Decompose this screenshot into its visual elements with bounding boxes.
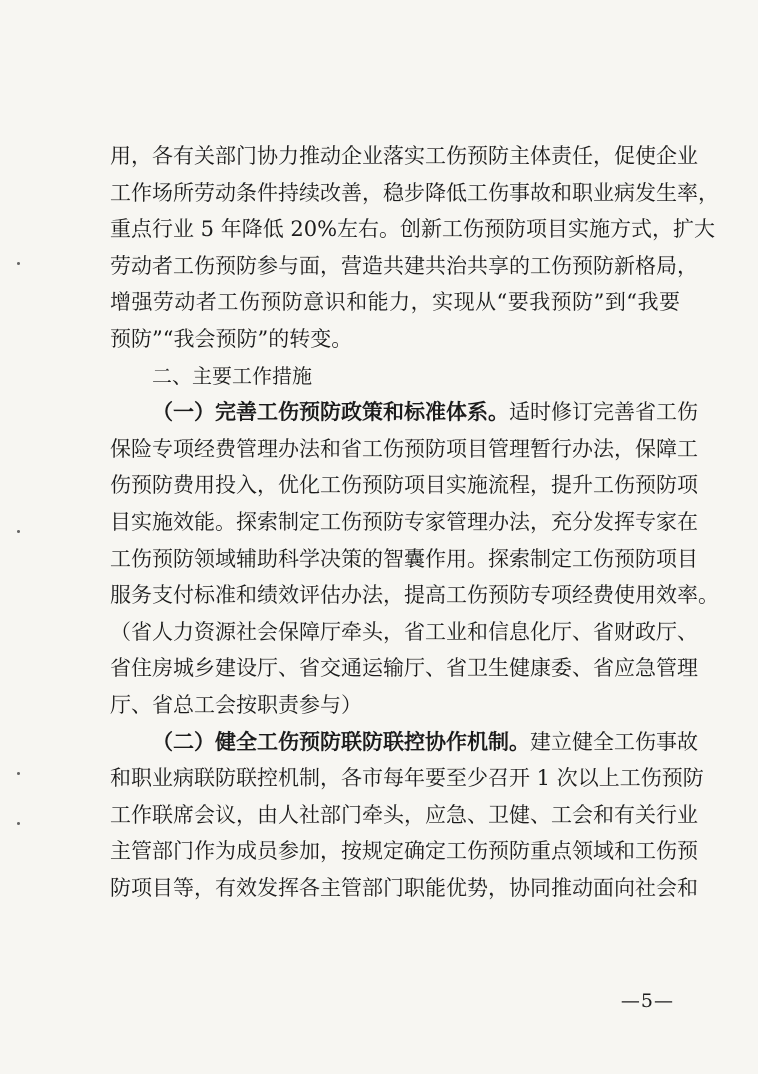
subsection-title: （二）健全工伤预防联防联控协作机制。 <box>152 729 530 754</box>
text-line: 厅、省总工会按职责参与） <box>110 692 362 717</box>
scan-mark <box>17 262 20 265</box>
paragraph-lead-line <box>110 724 698 761</box>
text-line: 重点行业 5 年降低 20%左右。创新工伤预防项目实施方式，扩大 <box>110 217 716 242</box>
text-line: 省住房城乡建设厅、省交通运输厅、省卫生健康委、省应急管理 <box>110 656 698 681</box>
scan-mark <box>17 530 20 533</box>
text-line: 防项目等，有效发挥各主管部门职能优势，协同推动面向社会和 <box>110 875 698 900</box>
text-line: 预防”“我会预防”的转变。 <box>110 326 353 351</box>
scan-mark <box>17 822 20 825</box>
text-line: 用，各有关部门协力推动企业落实工伤预防主体责任，促使企业 <box>110 144 698 168</box>
section-heading: 二、主要工作措施 <box>152 363 312 388</box>
scan-mark <box>17 772 20 775</box>
text-line: 保险专项经费管理办法和省工伤预防项目管理暂行办法，保障工 <box>110 436 698 461</box>
document-body <box>110 138 719 906</box>
text-line: 目实施效能。探索制定工伤预防专家管理办法，充分发挥专家在 <box>110 509 698 534</box>
text-line: 伤预防费用投入，优化工伤预防项目实施流程，提升工伤预防项 <box>110 473 698 498</box>
lead-text: 适时修订完善省工伤 <box>509 400 698 425</box>
text-line: 和职业病联防联控机制，各市每年要至少召开 1 次以上工伤预防 <box>110 766 704 791</box>
text-line: 服务支付标准和绩效评估办法，提高工伤预防专项经费使用效率。 <box>110 583 719 608</box>
text-line: 工作联席会议，由人社部门牵头，应急、卫健、工会和有关行业 <box>110 802 698 827</box>
page-number: —5— <box>620 990 674 1012</box>
text-line: 主管部门作为成员参加，按规定确定工伤预防重点领域和工伤预 <box>110 839 698 864</box>
paragraph-lead-line <box>110 394 698 431</box>
text-line: 劳动者工伤预防参与面，营造共建共治共享的工伤预防新格局， <box>110 253 698 278</box>
lead-text: 建立健全工伤事故 <box>530 729 698 754</box>
subsection-title: （一）完善工伤预防政策和标准体系。 <box>152 400 509 425</box>
text-line: 工作场所劳动条件持续改善，稳步降低工伤事故和职业病发生率， <box>110 180 719 205</box>
text-line: 增强劳动者工伤预防意识和能力，实现从“要我预防”到“我要 <box>110 290 680 315</box>
text-line: （省人力资源社会保障厅牵头，省工业和信息化厅、省财政厅、 <box>110 619 698 644</box>
text-line: 工伤预防领域辅助科学决策的智囊作用。探索制定工伤预防项目 <box>110 546 698 571</box>
